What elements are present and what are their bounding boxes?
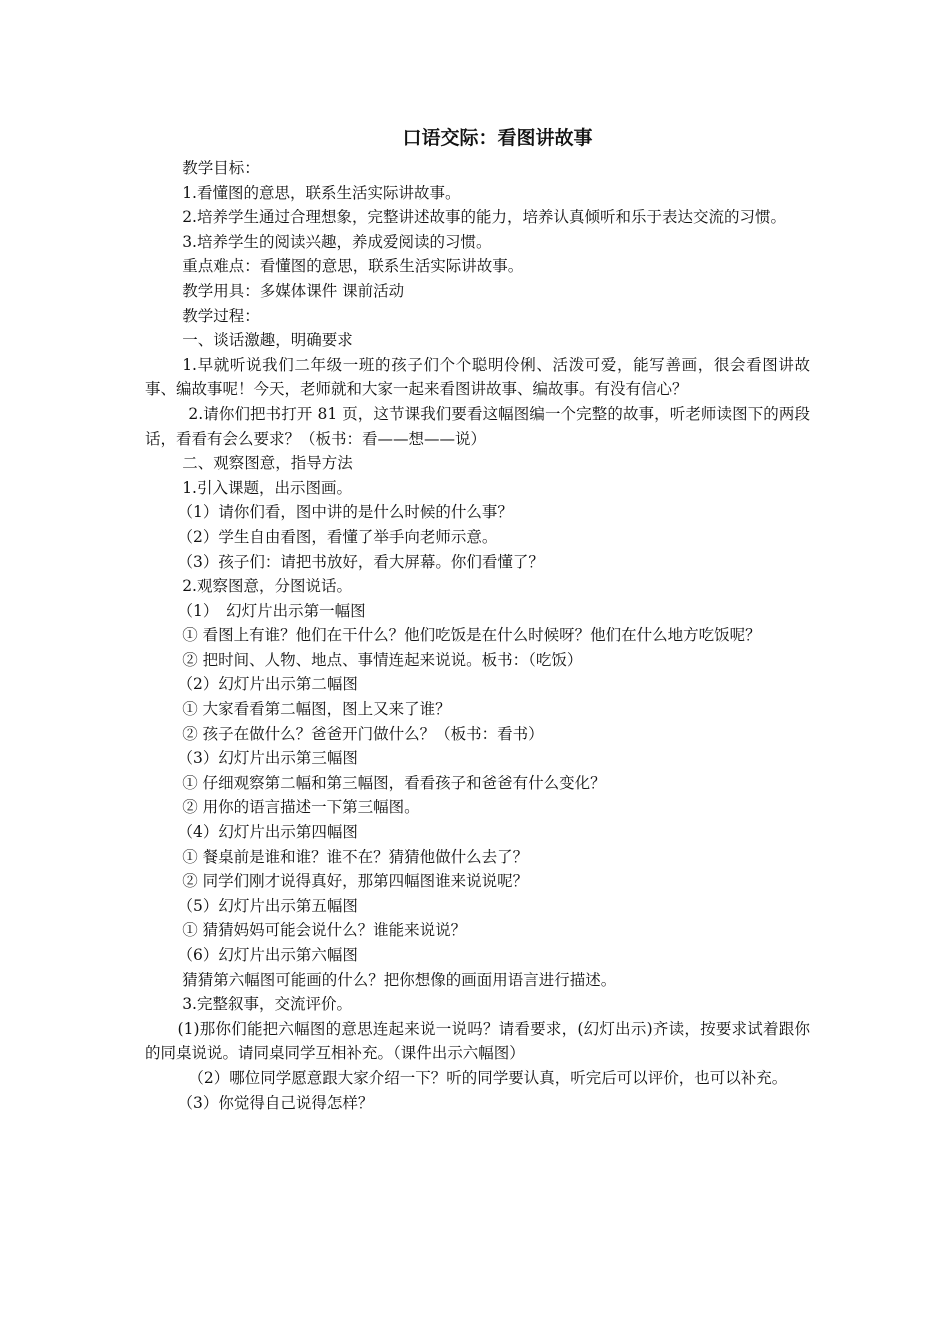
paragraph-sub-3-1: (1)那你们能把六幅图的意思连起来说一说吗？请看要求，(幻灯出示)齐读，按要求试着跟你的同桌说说。请同桌同学互相补充。（课件出示六幅图） [145, 1019, 810, 1063]
paragraph-key-points: 重点难点：看懂图的意思，联系生活实际讲故事。 [182, 257, 524, 276]
paragraph-slide-5: （5）幻灯片出示第五幅图 [177, 896, 358, 915]
paragraph-goal-1: 1.看懂图的意思，联系生活实际讲故事。 [182, 183, 461, 202]
paragraph-sub-1-2: （2）学生自由看图，看懂了举手向老师示意。 [177, 527, 498, 546]
paragraph-slide-4: （4）幻灯片出示第四幅图 [177, 823, 358, 842]
paragraph-goal-2: 2.培养学生通过合理想象，完整讲述故事的能力，培养认真倾听和乐于表达交流的习惯。 [182, 208, 786, 227]
paragraph-slide-6: （6）幻灯片出示第六幅图 [177, 946, 358, 964]
paragraph-goal-3: 3.培养学生的阅读兴趣，养成爱阅读的习惯。 [182, 232, 492, 251]
document-page [145, 122, 810, 1115]
paragraph-section-2-item-2: 2.观察图意，分图说话。 [182, 577, 352, 596]
paragraph-slide-4-q2: ② 同学们刚才说得真好，那第四幅图谁来说说呢？ [182, 872, 529, 891]
paragraph-section-1-item-1: 1.早就听说我们二年级一班的孩子们个个聪明伶俐、活泼可爱，能写善画，很会看图讲故事、编故事呢！今天，老师就和大家一起来看图讲故事、编故事。有没有信心？ [145, 355, 810, 399]
paragraph-slide-2: （2）幻灯片出示第二幅图 [177, 675, 358, 694]
paragraph-process-heading: 教学过程： [182, 306, 260, 325]
paragraph-sub-3-2: （2）哪位同学愿意跟大家介绍一下？听的同学要认真，听完后可以评价，也可以补充。 [188, 1068, 788, 1087]
paragraph-section-1-item-2: 2.请你们把书打开 81 页，这节课我们要看这幅图编一个完整的故事，听老师读图下的两段话，看看有会么要求？（板书：看——想——说） [145, 404, 810, 448]
paragraph-slide-5-q1: ① 猜猜妈妈可能会说什么？谁能来说说？ [182, 921, 467, 940]
document-title: 口语交际：看图讲故事 [402, 127, 593, 149]
paragraph-slide-1: （1） 幻灯片出示第一幅图 [177, 601, 366, 620]
paragraph-slide-4-q1: ① 餐桌前是谁和谁？谁不在？猜猜他做什么去了？ [182, 847, 529, 866]
paragraph-slide-1-q1: ① 看图上有谁？他们在干什么？他们吃饭是在什么时候呀？他们在什么地方吃饭呢？ [182, 626, 761, 645]
paragraph-sub-3-3: （3）你觉得自己说得怎样？ [177, 1093, 374, 1112]
paragraph-slide-2-q1: ① 大家看看第二幅图，图上又来了谁？ [182, 700, 451, 719]
paragraph-slide-3: （3）幻灯片出示第三幅图 [177, 749, 358, 768]
paragraph-section-2-item-1: 1.引入课题，出示图画。 [182, 478, 352, 497]
paragraph-sub-1-3: （3）孩子们：请把书放好，看大屏幕。你们看懂了？ [177, 552, 544, 571]
paragraph-slide-3-q1: ① 仔细观察第二幅和第三幅图，看看孩子和爸爸有什么变化？ [182, 773, 606, 792]
paragraph-slide-1-q2: ② 把时间、人物、地点、事情连起来说说。板书：（吃饭） [182, 650, 583, 669]
paragraph-slide-6-q1: 猜猜第六幅图可能画的什么？把你想像的画面用语言进行描述。 [182, 970, 617, 989]
paragraph-sub-1-1: （1）请你们看，图中讲的是什么时候的什么事？ [177, 503, 513, 522]
paragraph-teaching-tools: 教学用具：多媒体课件 课前活动 [182, 281, 405, 300]
paragraph-teaching-goals-heading: 教学目标： [182, 159, 260, 177]
paragraph-section-2-heading: 二、观察图意，指导方法 [182, 454, 353, 473]
paragraph-slide-2-q2: ② 孩子在做什么？爸爸开门做什么？（板书：看书） [182, 724, 544, 743]
paragraph-section-1-heading: 一、谈话激趣，明确要求 [182, 331, 353, 350]
paragraph-section-2-item-3: 3.完整叙事，交流评价。 [182, 995, 352, 1014]
paragraph-slide-3-q2: ② 用你的语言描述一下第三幅图。 [182, 798, 420, 817]
